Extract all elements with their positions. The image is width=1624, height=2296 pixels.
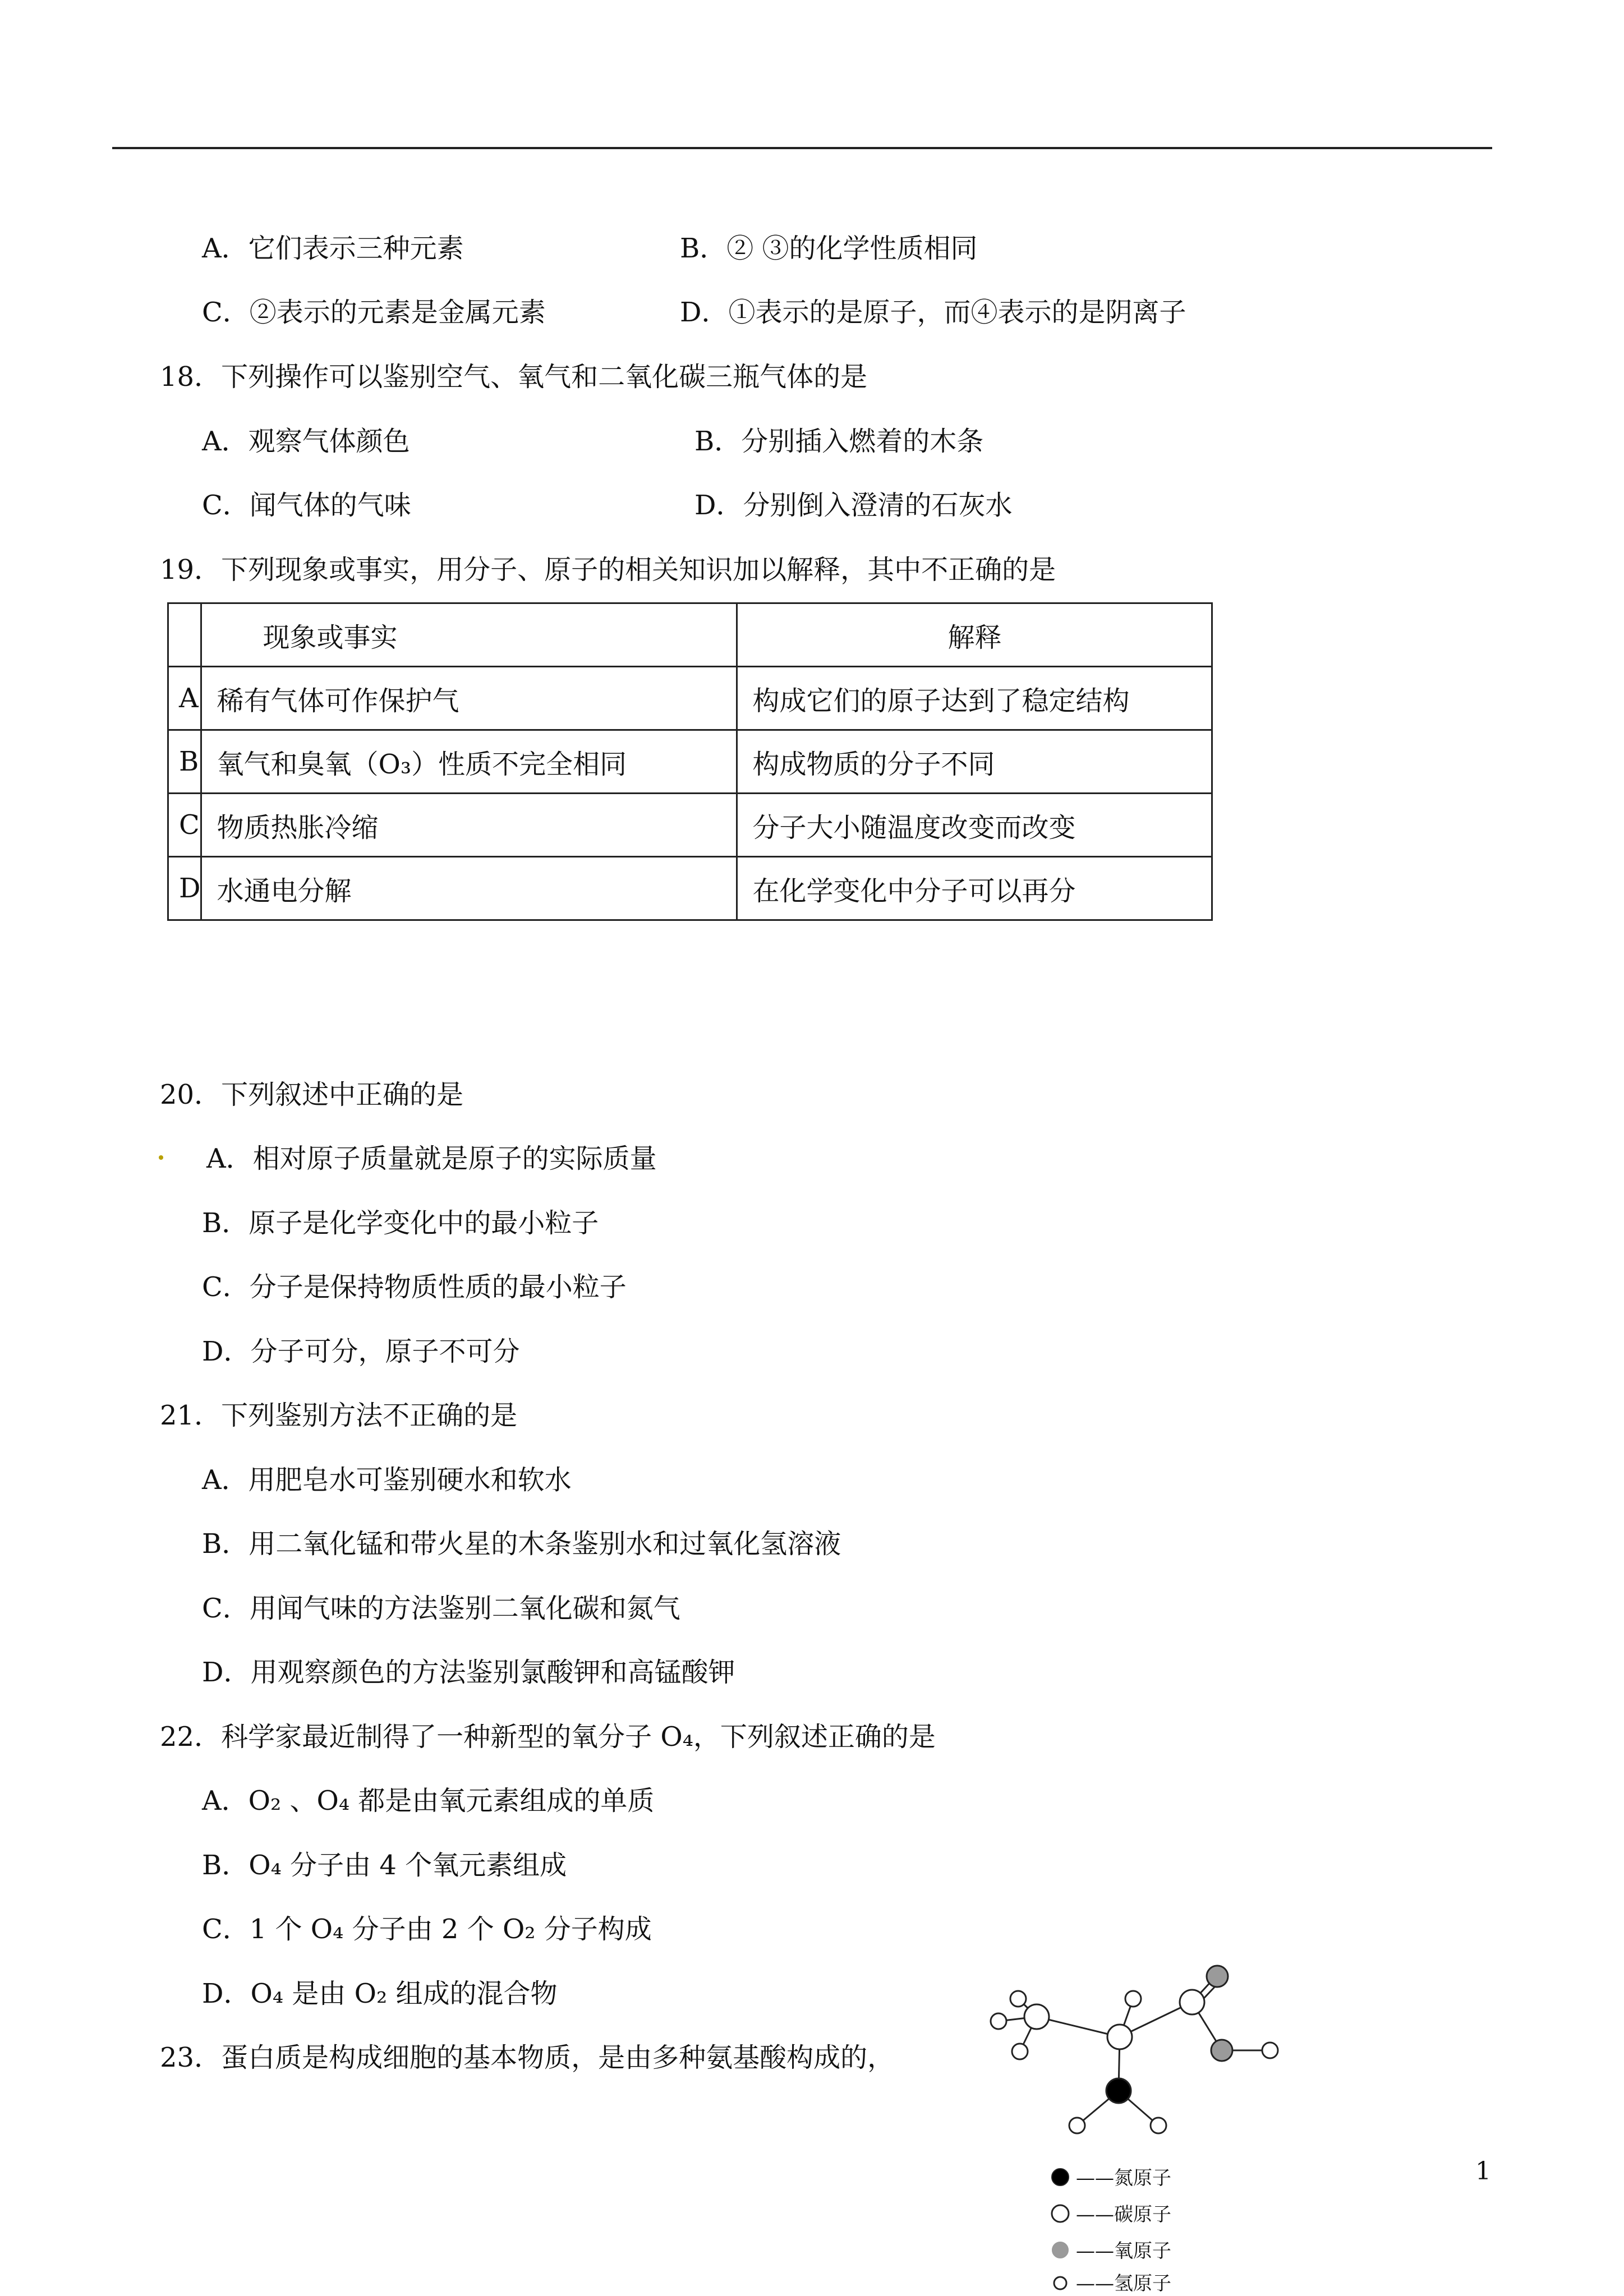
q20-option-b: B．原子是化学变化中的最小粒子: [202, 1207, 599, 1239]
row-key: C: [168, 794, 201, 857]
page-number: 1: [1475, 2157, 1491, 2186]
row-key: D: [168, 857, 201, 920]
q20-option-d: D．分子可分，原子不可分: [202, 1336, 520, 1367]
nitrogen-legend-icon: [1049, 2166, 1071, 2188]
row-fact: 氧气和臭氧（O₃）性质不完全相同: [201, 730, 737, 794]
hydrogen-atom: [1012, 2044, 1028, 2059]
oxygen-legend-icon: [1049, 2239, 1071, 2261]
hydrogen-legend-icon: [1049, 2272, 1071, 2294]
q18-option-d: D．分别倒入澄清的石灰水: [694, 490, 1013, 521]
q22-option-c: C．1 个 O₄ 分子由 2 个 O₂ 分子构成: [202, 1914, 652, 1945]
q21-option-c: C．用闻气味的方法鉴别二氧化碳和氮气: [202, 1593, 680, 1624]
row-reason: 构成物质的分子不同: [737, 730, 1212, 794]
table-header-fact: 现象或事实: [201, 603, 737, 667]
q18-option-a: A．观察气体颜色: [202, 426, 410, 457]
legend-hydrogen: ——氢原子: [1076, 2272, 1171, 2295]
q21-option-b: B．用二氧化锰和带火星的木条鉴别水和过氧化氢溶液: [202, 1528, 841, 1560]
oxygen-atom: [1211, 2040, 1232, 2061]
table-row: [168, 667, 1212, 730]
q19-table: [167, 602, 1213, 921]
margin-dot: [159, 1155, 163, 1160]
carbon-atom: [1024, 2004, 1049, 2029]
table-row: [168, 857, 1212, 920]
legend-oxygen: ——氧原子: [1076, 2240, 1171, 2262]
table-row: [168, 730, 1212, 794]
legend-nitrogen: ——氮原子: [1076, 2167, 1171, 2189]
hydrogen-atom: [1125, 1991, 1141, 2007]
q18-option-c: C．闻气体的气味: [202, 490, 411, 521]
q17-option-a: A．它们表示三种元素: [202, 233, 464, 264]
oxygen-atom: [1207, 1966, 1228, 1987]
hydrogen-atom: [1010, 1991, 1026, 2007]
q18-stem: 18．下列操作可以鉴别空气、氧气和二氧化碳三瓶气体的是: [160, 361, 868, 393]
row-reason: 构成它们的原子达到了稳定结构: [737, 667, 1212, 730]
q22-option-a: A．O₂ 、O₄ 都是由氧元素组成的单质: [202, 1785, 655, 1816]
q19-stem: 19．下列现象或事实，用分子、原子的相关知识加以解释，其中不正确的是: [160, 554, 1056, 585]
table-header-row: [168, 603, 1212, 667]
q17-option-c: C．②表示的元素是金属元素: [202, 297, 546, 328]
q21-option-a: A．用肥皂水可鉴别硬水和软水: [202, 1464, 572, 1496]
q17-option-b: B．② ③的化学性质相同: [680, 233, 978, 264]
row-fact: 稀有气体可作保护气: [201, 667, 737, 730]
q18-option-b: B．分别插入燃着的木条: [694, 426, 984, 457]
q20-option-a: A．相对原子质量就是原子的实际质量: [206, 1143, 657, 1174]
row-fact: 物质热胀冷缩: [201, 794, 737, 857]
table-header-reason: 解释: [737, 603, 1212, 667]
carbon-atom: [1107, 2025, 1132, 2049]
carbon-legend-icon: [1049, 2202, 1071, 2225]
table-row: [168, 794, 1212, 857]
q21-option-d: D．用观察颜色的方法鉴别氯酸钾和高锰酸钾: [202, 1657, 735, 1688]
q23-stem: 23．蛋白质是构成细胞的基本物质，是由多种氨基酸构成的，: [160, 2042, 895, 2073]
q21-stem: 21．下列鉴别方法不正确的是: [160, 1400, 518, 1431]
q20-stem: 20．下列叙述中正确的是: [160, 1079, 464, 1110]
row-fact: 水通电分解: [201, 857, 737, 920]
q22-stem: 22．科学家最近制得了一种新型的氧分子 O₄，下列叙述正确的是: [160, 1721, 936, 1753]
table-header-key: [168, 603, 201, 667]
q22-option-d: D．O₄ 是由 O₂ 组成的混合物: [202, 1978, 558, 2009]
hydrogen-atom: [991, 2013, 1006, 2029]
hydrogen-atom: [1069, 2118, 1085, 2133]
row-key: A: [168, 667, 201, 730]
hydrogen-atom: [1151, 2118, 1166, 2133]
amino-acid-molecule-diagram: [965, 1940, 1301, 2142]
row-reason: 分子大小随温度改变而改变: [737, 794, 1212, 857]
hydrogen-atom: [1262, 2043, 1278, 2058]
q20-option-c: C．分子是保持物质性质的最小粒子: [202, 1271, 627, 1303]
row-reason: 在化学变化中分子可以再分: [737, 857, 1212, 920]
row-key: B: [168, 730, 201, 794]
nitrogen-atom: [1106, 2078, 1131, 2103]
q22-option-b: B．O₄ 分子由 4 个氧元素组成: [202, 1850, 567, 1881]
legend-carbon: ——碳原子: [1076, 2203, 1171, 2226]
q17-option-d: D．①表示的是原子，而④表示的是阴离子: [680, 297, 1186, 328]
carbon-atom: [1180, 1990, 1204, 2014]
header-rule: [112, 147, 1492, 149]
